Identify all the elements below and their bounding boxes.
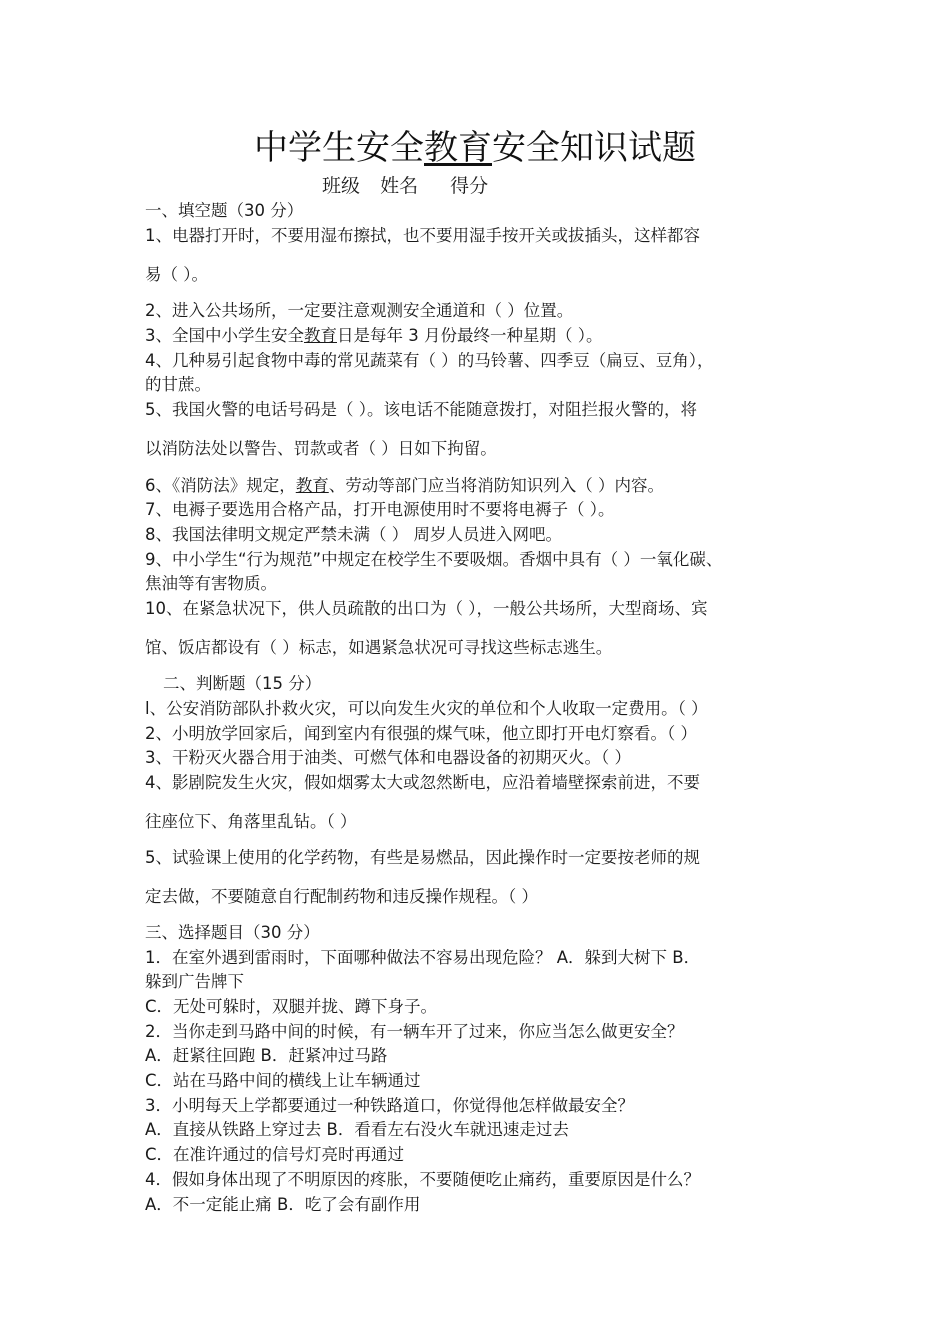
choice-q1-line1: 1．在室外遇到雷雨时，下面哪种做法不容易出现危险？ A．躲到大树下 B．	[145, 948, 701, 967]
student-info	[322, 172, 502, 200]
choice-q3-options-ab: A．直接从铁路上穿过去 B．看看左右没火车就迅速走过去	[145, 1120, 569, 1139]
fill-q1-line1: 1、电器打开时，不要用湿布擦拭，也不要用湿手按开关或拔插头，这样都容	[145, 226, 700, 245]
fill-q6-pre: 6、《消防法》规定，	[145, 476, 296, 495]
fill-q6-underlined: 教育	[295, 476, 329, 495]
fill-q6	[145, 474, 664, 498]
fill-q2: 2、进入公共场所，一定要注意观测安全通道和（ ）位置。	[145, 301, 574, 320]
fill-q7: 7、电褥子要选用合格产品，打开电源使用时不要将电褥子（ ）。	[145, 500, 615, 519]
page-title	[0, 126, 950, 170]
choice-q2-option-c: C．站在马路中间的横线上让车辆通过	[145, 1071, 421, 1090]
fill-q4-line2: 的甘蔗。	[145, 375, 211, 394]
choice-q4: 4．假如身体出现了不明原因的疼胀，不要随便吃止痛药，重要原因是什么？	[145, 1170, 700, 1189]
section-heading-fill: 一、填空题（30 分）	[145, 201, 304, 220]
title-underlined: 教育	[424, 128, 492, 168]
fill-q8: 8、我国法律明文规定严禁未满（ ） 周岁人员进入网吧。	[145, 525, 562, 544]
choice-q4-options-ab: A．不一定能止痛 B．吃了会有副作用	[145, 1195, 421, 1214]
choice-q3-option-c: C．在准许通过的信号灯亮时再通过	[145, 1145, 405, 1164]
choice-q1-option-c: C．无处可躲时，双腿并拢、蹲下身子。	[145, 997, 438, 1016]
choice-q2-options-ab: A．赶紧往回跑 B．赶紧冲过马路	[145, 1046, 388, 1065]
fill-q5-line2: 以消防法处以警告、罚款或者（ ）日如下拘留。	[145, 439, 497, 458]
fill-q3-post: 日是每年 3 月份最终一种星期（ ）。	[337, 326, 603, 345]
fill-q5-line1: 5、我国火警的电话号码是（ ）。该电话不能随意拨打，对阻拦报火警的，将	[145, 400, 697, 419]
fill-q10-line2: 馆、饭店都设有（ ）标志，如遇紧急状况可寻找这些标志逃生。	[145, 638, 613, 657]
fill-q10-line1: 10、在紧急状况下，供人员疏散的出口为（ ），一般公共场所，大型商场、宾	[145, 599, 708, 618]
choice-q3: 3．小明每天上学都要通过一种铁路道口，你觉得他怎样做最安全？	[145, 1096, 634, 1115]
judge-q4-line1: 4、影剧院发生火灾，假如烟雾太大或忽然断电，应沿着墙壁探索前进，不要	[145, 773, 700, 792]
name-label: 姓名	[380, 175, 419, 197]
section-heading-choice: 三、选择题目（30 分）	[145, 923, 320, 942]
choice-q1-line2: 躲到广告牌下	[145, 972, 244, 991]
judge-q2: 2、小明放学回家后，闻到室内有很强的煤气味，他立即打开电灯察看。（ ）	[145, 724, 697, 743]
fill-q3-underlined: 教育	[304, 326, 337, 345]
title-post: 安全知识试题	[492, 128, 696, 168]
fill-q4-line1: 4、几种易引起食物中毒的常见蔬菜有（ ）的马铃薯、四季豆（扁豆、豆角），	[145, 351, 714, 370]
fill-q9-line2: 焦油等有害物质。	[145, 574, 277, 593]
judge-q4-line2: 往座位下、角落里乱钻。（ ）	[145, 812, 357, 831]
judge-q1: l、公安消防部队扑救火灾，可以向发生火灾的单位和个人收取一定费用。（ ）	[145, 699, 708, 718]
judge-q5-line1: 5、试验课上使用的化学药物，有些是易燃品，因此操作时一定要按老师的规	[145, 848, 700, 867]
title-pre: 中学生安全	[254, 128, 424, 168]
judge-q5-line2: 定去做，不要随意自行配制药物和违反操作规程。（ ）	[145, 887, 538, 906]
class-label: 班级	[322, 175, 361, 197]
section-heading-judge: 二、判断题（15 分）	[163, 674, 322, 693]
choice-q2: 2．当你走到马路中间的时候，有一辆车开了过来，你应当怎么做更安全？	[145, 1022, 684, 1041]
judge-q3: 3、干粉灭火器合用于油类、可燃气体和电器设备的初期灭火。（ ）	[145, 748, 631, 767]
score-label: 得分	[450, 175, 489, 197]
fill-q1-line2: 易（ ）。	[145, 265, 208, 284]
fill-q6-post: 、劳动等部门应当将消防知识列入（ ）内容。	[328, 476, 664, 495]
fill-q9-line1: 9、中小学生“行为规范”中规定在校学生不要吸烟。香烟中具有（ ）一氧化碳、	[145, 550, 723, 569]
fill-q3	[145, 324, 602, 348]
fill-q3-pre: 3、全国中小学生安全	[145, 326, 304, 345]
